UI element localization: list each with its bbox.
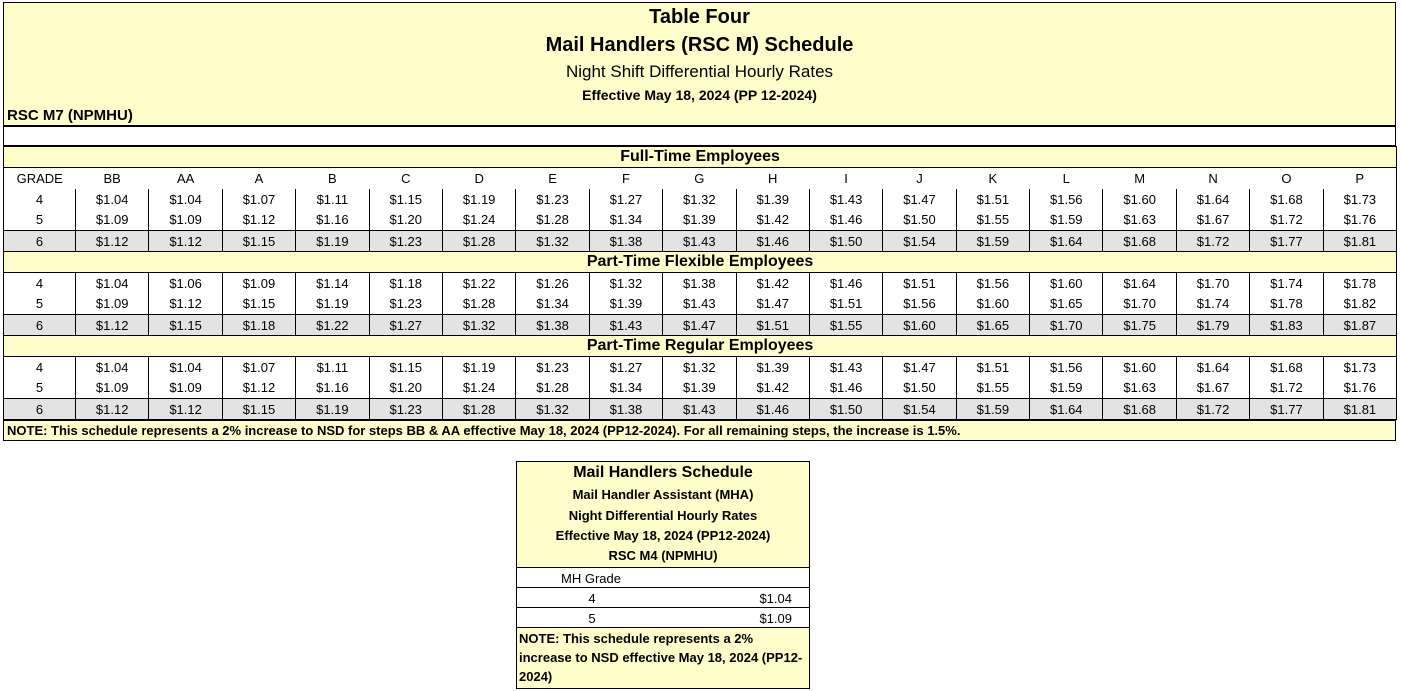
rate-cell: $1.63 (1103, 210, 1176, 231)
rate-cell: $1.56 (1030, 189, 1103, 210)
rate-cell: $1.11 (296, 357, 369, 378)
rate-cell: $1.15 (222, 231, 295, 252)
rate-cell: $1.23 (369, 231, 442, 252)
rate-cell: $1.43 (663, 231, 736, 252)
rate-cell: $1.74 (1176, 294, 1249, 315)
rate-table-sheet (3, 2, 1396, 441)
mha-rate-cell: $1.04 (759, 591, 792, 606)
rate-cell: $1.04 (76, 189, 149, 210)
rate-cell: $1.70 (1176, 273, 1249, 294)
rate-cell: $1.09 (76, 378, 149, 399)
section-title: Part-Time Flexible Employees (4, 252, 1397, 273)
rate-cell: $1.83 (1250, 315, 1323, 336)
rate-cell: $1.50 (883, 378, 956, 399)
rate-cell: $1.42 (736, 378, 809, 399)
mha-effective-date: Effective May 18, 2024 (PP12-2024) (555, 528, 771, 543)
rate-cell: $1.56 (956, 273, 1029, 294)
grade-cell: 5 (4, 210, 76, 231)
rate-cell: $1.12 (76, 315, 149, 336)
rate-cell: $1.70 (1030, 315, 1103, 336)
rate-cell: $1.67 (1176, 210, 1249, 231)
rate-cell: $1.09 (149, 378, 222, 399)
table-row (4, 210, 1397, 231)
grade-cell: 6 (4, 231, 76, 252)
rate-cell: $1.34 (589, 210, 662, 231)
table-row (4, 231, 1397, 252)
rate-cell: $1.79 (1176, 315, 1249, 336)
rate-cell: $1.32 (442, 315, 515, 336)
rate-cell: $1.06 (149, 273, 222, 294)
rate-cell: $1.24 (442, 210, 515, 231)
rate-cell: $1.60 (1030, 273, 1103, 294)
rate-cell: $1.51 (956, 189, 1029, 210)
rate-cell: $1.46 (809, 273, 882, 294)
rate-cell: $1.51 (736, 315, 809, 336)
mha-grade-header-row (517, 568, 809, 588)
rate-cell: $1.16 (296, 378, 369, 399)
rate-cell: $1.43 (663, 399, 736, 420)
grade-cell: 5 (4, 294, 76, 315)
rate-cell: $1.75 (1103, 315, 1176, 336)
rate-cell: $1.27 (369, 315, 442, 336)
rate-cell: $1.28 (442, 399, 515, 420)
rate-cell: $1.09 (222, 273, 295, 294)
rate-cell: $1.19 (296, 231, 369, 252)
rate-cell: $1.28 (516, 210, 589, 231)
rate-cell: $1.04 (76, 357, 149, 378)
table-row (4, 378, 1397, 399)
effective-date: Effective May 18, 2024 (PP 12-2024) (582, 87, 817, 103)
rate-cell: $1.77 (1250, 231, 1323, 252)
rate-cell: $1.55 (809, 315, 882, 336)
grade-cell: 5 (4, 378, 76, 399)
mha-grade-row (517, 588, 809, 608)
step-column-header: I (809, 168, 882, 189)
section-header (4, 336, 1397, 357)
mha-note: NOTE: This schedule represents a 2% increase to NSD effective May 18, 2024 (PP12-2024) (517, 628, 809, 688)
step-column-header: D (442, 168, 515, 189)
rate-cell: $1.19 (442, 189, 515, 210)
rate-cell: $1.46 (809, 210, 882, 231)
rate-cell: $1.28 (442, 294, 515, 315)
rate-cell: $1.54 (883, 399, 956, 420)
table-row (4, 399, 1397, 420)
step-column-header: J (883, 168, 956, 189)
mha-header (517, 462, 809, 568)
rate-cell: $1.68 (1250, 357, 1323, 378)
rate-cell: $1.15 (222, 294, 295, 315)
rate-cell: $1.19 (296, 399, 369, 420)
rate-cell: $1.81 (1323, 399, 1397, 420)
rate-cell: $1.23 (516, 189, 589, 210)
rate-cell: $1.51 (956, 357, 1029, 378)
rate-cell: $1.39 (736, 189, 809, 210)
schedule-title: Mail Handlers (RSC M) Schedule (545, 34, 854, 56)
rate-cell: $1.51 (883, 273, 956, 294)
rate-cell: $1.38 (516, 315, 589, 336)
rate-cell: $1.68 (1103, 399, 1176, 420)
rate-cell: $1.76 (1323, 378, 1397, 399)
rate-cell: $1.11 (296, 189, 369, 210)
rate-cell: $1.23 (369, 294, 442, 315)
rate-cell: $1.47 (883, 189, 956, 210)
table-row (4, 189, 1397, 210)
rate-cell: $1.78 (1250, 294, 1323, 315)
rate-cell: $1.73 (1323, 189, 1397, 210)
rate-cell: $1.12 (76, 399, 149, 420)
rate-cell: $1.38 (589, 399, 662, 420)
rate-cell: $1.04 (149, 357, 222, 378)
rate-cell: $1.78 (1323, 273, 1397, 294)
step-column-header: P (1323, 168, 1397, 189)
rate-cell: $1.23 (369, 399, 442, 420)
rate-cell: $1.87 (1323, 315, 1397, 336)
section-header (4, 252, 1397, 273)
grade-cell: 4 (4, 189, 76, 210)
rate-cell: $1.59 (956, 399, 1029, 420)
rate-cell: $1.09 (76, 210, 149, 231)
rate-cell: $1.72 (1176, 399, 1249, 420)
rate-cell: $1.27 (589, 189, 662, 210)
rate-cell: $1.64 (1030, 231, 1103, 252)
step-column-header: C (369, 168, 442, 189)
rate-cell: $1.60 (1103, 189, 1176, 210)
rate-cell: $1.32 (589, 273, 662, 294)
step-column-header: L (1030, 168, 1103, 189)
rate-cell: $1.12 (149, 399, 222, 420)
rate-cell: $1.23 (516, 357, 589, 378)
mha-subtitle: Mail Handler Assistant (MHA) (572, 487, 754, 502)
rate-cell: $1.70 (1103, 294, 1176, 315)
mha-grade-cell: 4 (588, 591, 596, 606)
mha-grade-header: MH Grade (561, 571, 621, 586)
rate-cell: $1.64 (1176, 189, 1249, 210)
rate-cell: $1.14 (296, 273, 369, 294)
rate-cell: $1.32 (516, 231, 589, 252)
rate-cell: $1.12 (222, 210, 295, 231)
step-column-header: E (516, 168, 589, 189)
rate-cell: $1.60 (1103, 357, 1176, 378)
rate-cell: $1.09 (149, 210, 222, 231)
rate-cell: $1.55 (956, 378, 1029, 399)
rate-cell: $1.20 (369, 378, 442, 399)
rate-cell: $1.59 (956, 231, 1029, 252)
header-divider (3, 126, 1396, 146)
rate-cell: $1.09 (76, 294, 149, 315)
rate-cell: $1.64 (1103, 273, 1176, 294)
rate-cell: $1.16 (296, 210, 369, 231)
rate-type-label: Night Shift Differential Hourly Rates (565, 62, 834, 81)
rate-cell: $1.68 (1103, 231, 1176, 252)
table-title: Table Four (649, 6, 750, 28)
table-header (3, 2, 1396, 126)
step-column-header: M (1103, 168, 1176, 189)
step-column-header: BB (76, 168, 149, 189)
rate-cell: $1.15 (149, 315, 222, 336)
rate-cell: $1.77 (1250, 399, 1323, 420)
table-note: NOTE: This schedule represents a 2% increase to NSD for steps BB & AA effective May 18, 2024 (PP12-2024). For all remaining steps, the increase is 1.5%. (3, 420, 1396, 441)
rate-cell: $1.67 (1176, 378, 1249, 399)
step-column-header: G (663, 168, 736, 189)
rate-cell: $1.19 (296, 294, 369, 315)
mha-rsc-label: RSC M4 (NPMHU) (608, 548, 718, 563)
rate-cell: $1.42 (736, 210, 809, 231)
step-column-header: AA (149, 168, 222, 189)
rate-cell: $1.20 (369, 210, 442, 231)
section-title: Part-Time Regular Employees (4, 336, 1397, 357)
rate-cell: $1.55 (956, 210, 1029, 231)
rate-cell: $1.07 (222, 357, 295, 378)
grade-cell: 4 (4, 357, 76, 378)
table-row (4, 294, 1397, 315)
grade-cell: 6 (4, 315, 76, 336)
rate-cell: $1.32 (516, 399, 589, 420)
rate-cell: $1.46 (809, 378, 882, 399)
rate-cell: $1.32 (663, 357, 736, 378)
mha-schedule-box (516, 461, 810, 689)
rate-cell: $1.51 (809, 294, 882, 315)
rate-cell: $1.50 (883, 210, 956, 231)
mha-grade-row (517, 608, 809, 628)
rate-cell: $1.72 (1176, 231, 1249, 252)
table-row (4, 357, 1397, 378)
rate-cell: $1.59 (1030, 378, 1103, 399)
rate-cell: $1.43 (589, 315, 662, 336)
rate-cell: $1.12 (149, 294, 222, 315)
rate-cell: $1.81 (1323, 231, 1397, 252)
rate-cell: $1.46 (736, 231, 809, 252)
rate-cell: $1.72 (1250, 210, 1323, 231)
rate-cell: $1.22 (296, 315, 369, 336)
rate-cell: $1.47 (663, 315, 736, 336)
step-column-header: K (956, 168, 1029, 189)
table-row (4, 273, 1397, 294)
rate-cell: $1.28 (442, 231, 515, 252)
rate-cell: $1.38 (663, 273, 736, 294)
rate-cell: $1.47 (736, 294, 809, 315)
rate-cell: $1.43 (809, 189, 882, 210)
step-column-header: F (589, 168, 662, 189)
mha-rate-type: Night Differential Hourly Rates (568, 508, 758, 523)
rate-cell: $1.27 (589, 357, 662, 378)
rate-cell: $1.04 (76, 273, 149, 294)
rate-cell: $1.73 (1323, 357, 1397, 378)
rate-cell: $1.32 (663, 189, 736, 210)
rate-cell: $1.60 (883, 315, 956, 336)
rate-cell: $1.15 (369, 357, 442, 378)
rate-cell: $1.34 (516, 294, 589, 315)
rate-cell: $1.60 (956, 294, 1029, 315)
section-title: Full-Time Employees (4, 147, 1397, 168)
rate-cell: $1.59 (1030, 210, 1103, 231)
rate-cell: $1.47 (883, 357, 956, 378)
rate-cell: $1.56 (1030, 357, 1103, 378)
column-header-row (4, 168, 1397, 189)
rate-cell: $1.12 (76, 231, 149, 252)
mha-title: Mail Handlers Schedule (573, 464, 753, 481)
rate-cell: $1.64 (1176, 357, 1249, 378)
step-column-header: O (1250, 168, 1323, 189)
rate-cell: $1.19 (442, 357, 515, 378)
rate-cell: $1.39 (589, 294, 662, 315)
rate-cell: $1.43 (663, 294, 736, 315)
grade-column-header: GRADE (4, 168, 76, 189)
rate-cell: $1.82 (1323, 294, 1397, 315)
rate-cell: $1.50 (809, 231, 882, 252)
rate-cell: $1.46 (736, 399, 809, 420)
mha-rate-cell: $1.09 (759, 611, 792, 626)
rate-cell: $1.56 (883, 294, 956, 315)
rate-cell: $1.18 (222, 315, 295, 336)
rate-cell: $1.39 (663, 378, 736, 399)
rate-cell: $1.54 (883, 231, 956, 252)
rate-cell: $1.39 (663, 210, 736, 231)
rate-cell: $1.50 (809, 399, 882, 420)
grade-cell: 4 (4, 273, 76, 294)
rates-table (3, 146, 1397, 420)
section-header (4, 147, 1397, 168)
rate-cell: $1.65 (1030, 294, 1103, 315)
rate-cell: $1.34 (589, 378, 662, 399)
rate-cell: $1.04 (149, 189, 222, 210)
rate-cell: $1.15 (369, 189, 442, 210)
rate-cell: $1.26 (516, 273, 589, 294)
rate-cell: $1.68 (1250, 189, 1323, 210)
rate-cell: $1.24 (442, 378, 515, 399)
rate-cell: $1.38 (589, 231, 662, 252)
rate-cell: $1.07 (222, 189, 295, 210)
step-column-header: A (222, 168, 295, 189)
rate-cell: $1.74 (1250, 273, 1323, 294)
mha-grade-cell: 5 (588, 611, 596, 626)
rate-cell: $1.63 (1103, 378, 1176, 399)
step-column-header: H (736, 168, 809, 189)
rate-cell: $1.12 (222, 378, 295, 399)
rsc-label: RSC M7 (NPMHU) (7, 107, 133, 124)
rate-cell: $1.12 (149, 231, 222, 252)
rate-cell: $1.64 (1030, 399, 1103, 420)
step-column-header: N (1176, 168, 1249, 189)
rate-cell: $1.72 (1250, 378, 1323, 399)
grade-cell: 6 (4, 399, 76, 420)
step-column-header: B (296, 168, 369, 189)
rate-cell: $1.28 (516, 378, 589, 399)
rate-cell: $1.65 (956, 315, 1029, 336)
rate-cell: $1.22 (442, 273, 515, 294)
rate-cell: $1.18 (369, 273, 442, 294)
rate-cell: $1.43 (809, 357, 882, 378)
rate-cell: $1.76 (1323, 210, 1397, 231)
rate-cell: $1.39 (736, 357, 809, 378)
rate-cell: $1.15 (222, 399, 295, 420)
rate-cell: $1.42 (736, 273, 809, 294)
table-row (4, 315, 1397, 336)
